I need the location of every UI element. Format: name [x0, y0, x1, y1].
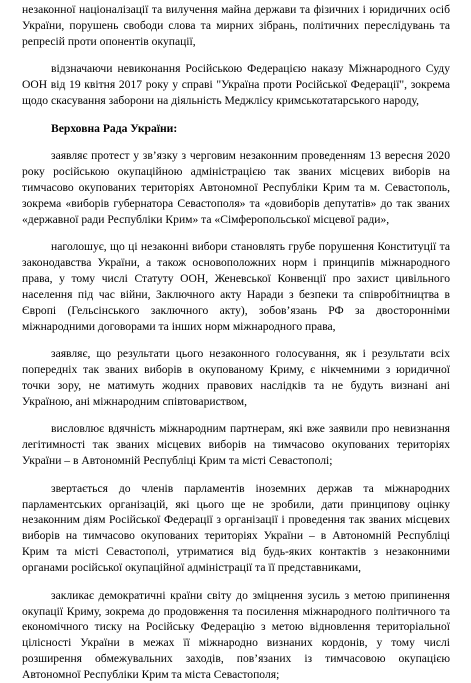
- paragraph-nationalization: незаконної націоналізації та вилучення майна держави та фізичних і юридичних осіб України, порушень свободи слова та мирних зібрань, політичних переслідувань та репресій проти опонентів окупації,: [22, 3, 450, 48]
- paragraph-null-results: заявляє, що результати цього незаконного голосування, як і результати всіх попередніх так званих виборів в окупованому Криму, є нікчемними з юридичної точки зору, не матимуть жодних правових наслідків та не будуть визнані ані Україною, ані міжнародним співтовариством,: [22, 347, 450, 409]
- paragraph-appeal: звертається до членів парламентів іноземних держав та міжнародних парламентських організацій, які цього ще не зробили, дати принципову оцінку незаконним діям Російської Федерації з організації і проведення так званих місцевих виборів на тимчасово окупованих територіях України – в Автономній Республіці Крим та місті Севастополі, утриматися від будь-яких контактів з незаконними органами російської окупаційної адміністрації та її представниками,: [22, 481, 450, 575]
- paragraph-violation: наголошує, що ці незаконні вибори становлять грубе порушення Конституції та законодавства України, а також основоположних норм і принципів міжнародного права, у тому числі Статуту ООН, Женевської Конвенції про захист цивільного населення під час війни, Заключного акту Наради з безпеки та співробітництва в Європі (Гельсінського заключного акту), зобов’язань РФ за двосторонніми міжнародними договорами та інших норм міжнародного права,: [22, 240, 450, 333]
- paragraph-protest: заявляє протест у зв’язку з черговим незаконним проведенням 13 вересня 2020 року російською окупаційною адміністрацією так званих місцевих виборів на тимчасово окупованих територіях Автономної Республіки Крим та м. Севастополь, зокрема «виборів губернатора Севастополя» та «довиборів депутатів» до так званих «державної ради Республіки Крим» та «Сімферопольської місцевої ради»,: [22, 149, 450, 226]
- paragraph-gratitude: висловлює вдячність міжнародним партнерам, які вже заявили про невизнання легітимності так званих місцевих виборів на тимчасово окупованих територіях України – в Автономній Республіці Крим та місті Севастополі;: [22, 422, 450, 468]
- paragraph-call-democracies: закликає демократичні країни світу до зміцнення зусиль з метою припинення окупації Криму, зокрема до продовження та посилення міжнародного політичного та економічного тиску на Російську Федерацію з метою відновлення територіальної цілісності України в межах її міжнародно визнаних кордонів, у тому числі розширення обмежувальних заходів, пов’язаних із тимчасовою окупацією Автономної Республіки Крим та міста Севастополя;: [22, 588, 450, 682]
- paragraph-icj-order: відзначаючи невиконання Російською Федерацією наказу Міжнародного Суду ООН від 19 квітня 2017 року у справі "Україна проти Російської Федерації", зокрема щодо скасування заборони на діяльність Меджлісу кримськотатарського народу,: [22, 62, 450, 108]
- section-heading: Верховна Рада України:: [51, 121, 178, 135]
